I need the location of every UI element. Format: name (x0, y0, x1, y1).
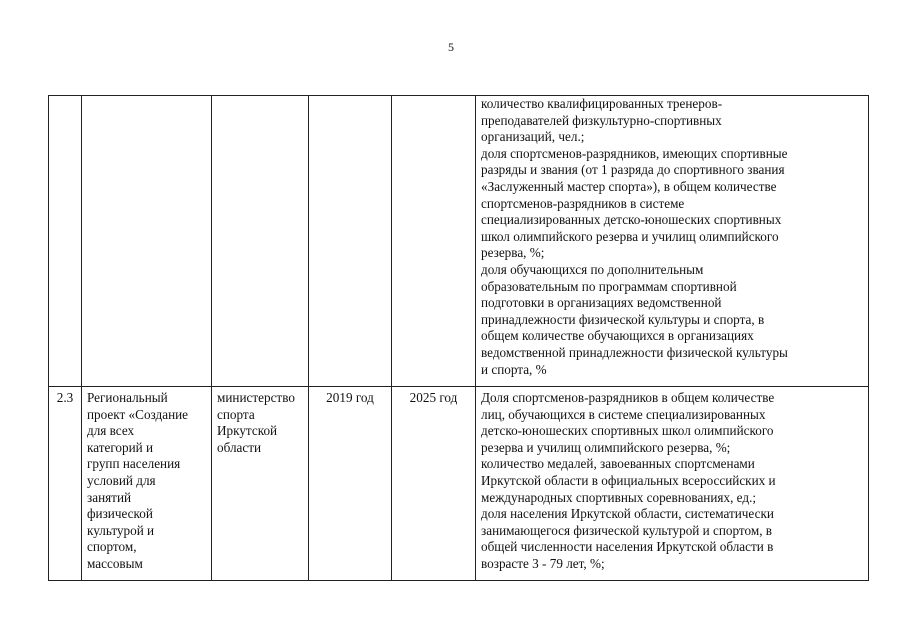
cell-name (82, 96, 212, 387)
cell-end-year: 2025 год (392, 387, 476, 581)
cell-end-year (392, 96, 476, 387)
cell-executor: министерство спорта Иркутской области (212, 387, 309, 581)
table-row (49, 96, 869, 387)
cell-start-year (309, 96, 392, 387)
page-number: 5 (448, 40, 454, 54)
table-row (49, 387, 869, 581)
cell-number (49, 96, 82, 387)
cell-executor (212, 96, 309, 387)
cell-start-year: 2019 год (309, 387, 392, 581)
cell-name: Региональный проект «Создание для всех категорий и групп населения условий для занятий физической культурой и спортом, массовым (82, 387, 212, 581)
cell-indicators: Доля спортсменов-разрядников в общем количестве лиц, обучающихся в системе специализированных детско-юношеских спортивных школ олимпийского резерва и училищ олимпийского резерва, %; количество медалей, завоеванных спортсменами Иркутской области в официальных всероссийских и международных спортивных соревнованиях, ед.; доля населения Иркутской области, систематически занимающегося физической культурой и спортом, в общей численности населения Иркутской области в возрасте 3 - 79 лет, %; (476, 387, 869, 581)
program-table (48, 95, 869, 581)
cell-indicators: количество квалифицированных тренеров- преподавателей физкультурно-спортивных организаций, чел.; доля спортсменов-разрядников, имеющих спортивные разряды и звания (от 1 разряда до спортивного звания «Заслуженный мастер спорта»), в общем количестве спортсменов-разрядников в системе специализированных детско-юношеских спортивных школ олимпийского резерва и училищ олимпийского резерва, %; доля обучающихся по дополнительным образовательным по программам спортивной подготовки в организациях ведомственной принадлежности физической культуры и спорта, в общем количестве обучающихся в организациях ведомственной принадлежности физической культуры и спорта, % (476, 96, 869, 387)
cell-number: 2.3 (49, 387, 82, 581)
